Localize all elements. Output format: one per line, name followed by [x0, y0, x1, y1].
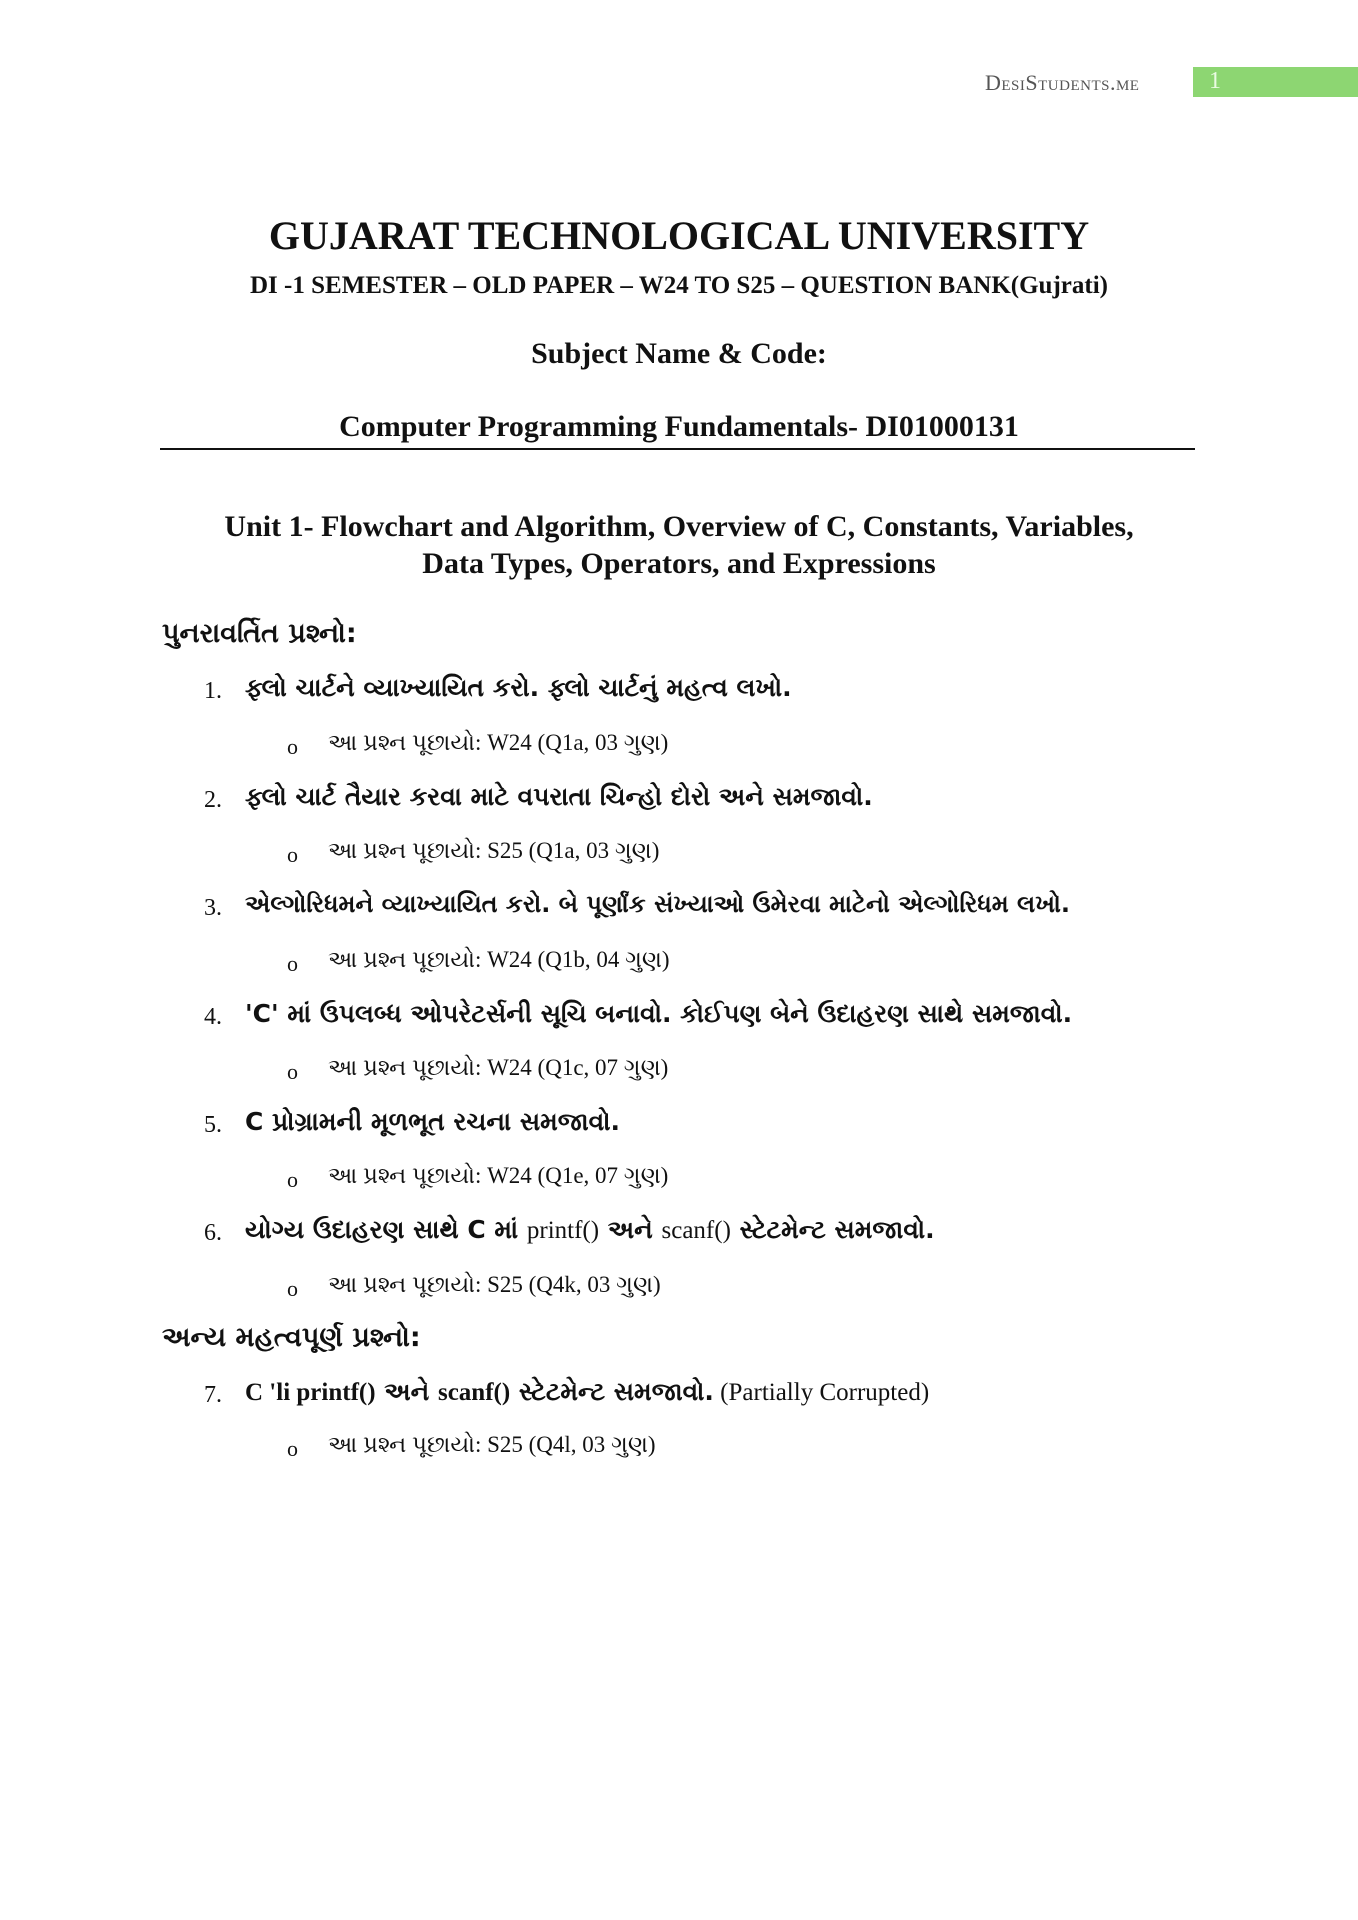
question-number: 3. — [204, 895, 222, 921]
question-number: 6. — [204, 1220, 222, 1246]
divider — [160, 448, 1195, 450]
bullet-icon: o — [287, 1167, 298, 1192]
question-number: 4. — [204, 1004, 222, 1030]
question-number: 2. — [204, 787, 222, 813]
question-text: C પ્રોગ્રામની મૂળભૂત રચના સમજાવો. — [245, 1107, 620, 1136]
code-scanf: scanf() — [661, 1217, 731, 1244]
question-number: 1. — [204, 678, 222, 704]
page-number-bar — [1193, 67, 1358, 97]
question-text — [245, 1377, 929, 1407]
bullet-icon: o — [287, 951, 298, 976]
question-text: 'C' માં ઉપલબ્ધ ઓપરેટર્સની સૂચિ બનાવો. કોઈપણ બેને ઉદાહરણ સાથે સમજાવો. — [245, 999, 1073, 1028]
code-scanf: scanf() — [437, 1379, 511, 1406]
question-text — [245, 1215, 935, 1245]
question-asked: આ પ્રશ્ન પૂછાયો: W24 (Q1b, 04 ગુણ) — [328, 947, 670, 972]
university-title: GUJARAT TECHNOLOGICAL UNIVERSITY — [268, 213, 1090, 258]
corruption-note: (Partially Corrupted) — [713, 1379, 930, 1406]
section-heading-repeated: પુનરાવર્તિત પ્રશ્નો: — [162, 618, 357, 649]
question-text-part: C 'li printf() — [245, 1379, 376, 1406]
question-text-part: અને — [599, 1215, 662, 1244]
question-asked: આ પ્રશ્ન પૂછાયો: W24 (Q1a, 03 ગુણ) — [328, 730, 669, 755]
subject-label: Subject Name & Code: — [531, 337, 827, 370]
bullet-icon: o — [287, 842, 298, 867]
question-text: ફ્લો ચાર્ટ તૈયાર કરવા માટે વપરાતા ચિન્હો દોરો અને સમજાવો. — [245, 782, 873, 811]
question-text-part: અને — [375, 1377, 438, 1406]
bullet-icon: o — [287, 1436, 298, 1461]
bullet-icon: o — [287, 734, 298, 759]
document-subtitle: DI -1 SEMESTER – OLD PAPER – W24 TO S25 – QUESTION BANK(Gujrati) — [250, 272, 1108, 299]
question-text-part: સ્ટેટમેન્ટ સમજાવો. — [510, 1377, 714, 1406]
unit-heading-line2: Data Types, Operators, and Expressions — [422, 547, 936, 580]
question-asked: આ પ્રશ્ન પૂછાયો: S25 (Q4l, 03 ગુણ) — [328, 1432, 656, 1457]
subject-name: Computer Programming Fundamentals- DI01000131 — [339, 410, 1019, 443]
unit-heading — [0, 508, 1358, 582]
page-number: 1 — [1209, 68, 1221, 94]
question-number: 7. — [204, 1382, 222, 1408]
site-name: DesiStudents.me — [985, 70, 1140, 95]
question-asked: આ પ્રશ્ન પૂછાયો: S25 (Q1a, 03 ગુણ) — [328, 838, 660, 863]
question-asked: આ પ્રશ્ન પૂછાયો: W24 (Q1c, 07 ગુણ) — [328, 1055, 669, 1080]
bullet-icon: o — [287, 1059, 298, 1084]
code-printf: printf() — [526, 1217, 600, 1244]
section-heading-other: અન્ય મહત્વપૂર્ણ પ્રશ્નો: — [162, 1322, 421, 1353]
question-asked: આ પ્રશ્ન પૂછાયો: S25 (Q4k, 03 ગુણ) — [328, 1272, 661, 1297]
question-text-part: સ્ટેટમેન્ટ સમજાવો. — [730, 1215, 935, 1244]
unit-heading-line1: Unit 1- Flowchart and Algorithm, Overview of C, Constants, Variables, — [224, 510, 1134, 543]
question-text: ફ્લો ચાર્ટને વ્યાખ્યાયિત કરો. ફ્લો ચાર્ટનું મહત્વ લખો. — [245, 673, 792, 702]
bullet-icon: o — [287, 1276, 298, 1301]
question-number: 5. — [204, 1112, 222, 1138]
question-text: એલ્ગોરિધમને વ્યાખ્યાયિત કરો. બે પૂર્ણાંક સંખ્યાઓ ઉમેરવા માટેનો એલ્ગોરિધમ લખો. — [245, 890, 1071, 918]
question-text-part: યોગ્ય ઉદાહરણ સાથે C માં — [245, 1215, 527, 1244]
question-asked: આ પ્રશ્ન પૂછાયો: W24 (Q1e, 07 ગુણ) — [328, 1163, 669, 1188]
